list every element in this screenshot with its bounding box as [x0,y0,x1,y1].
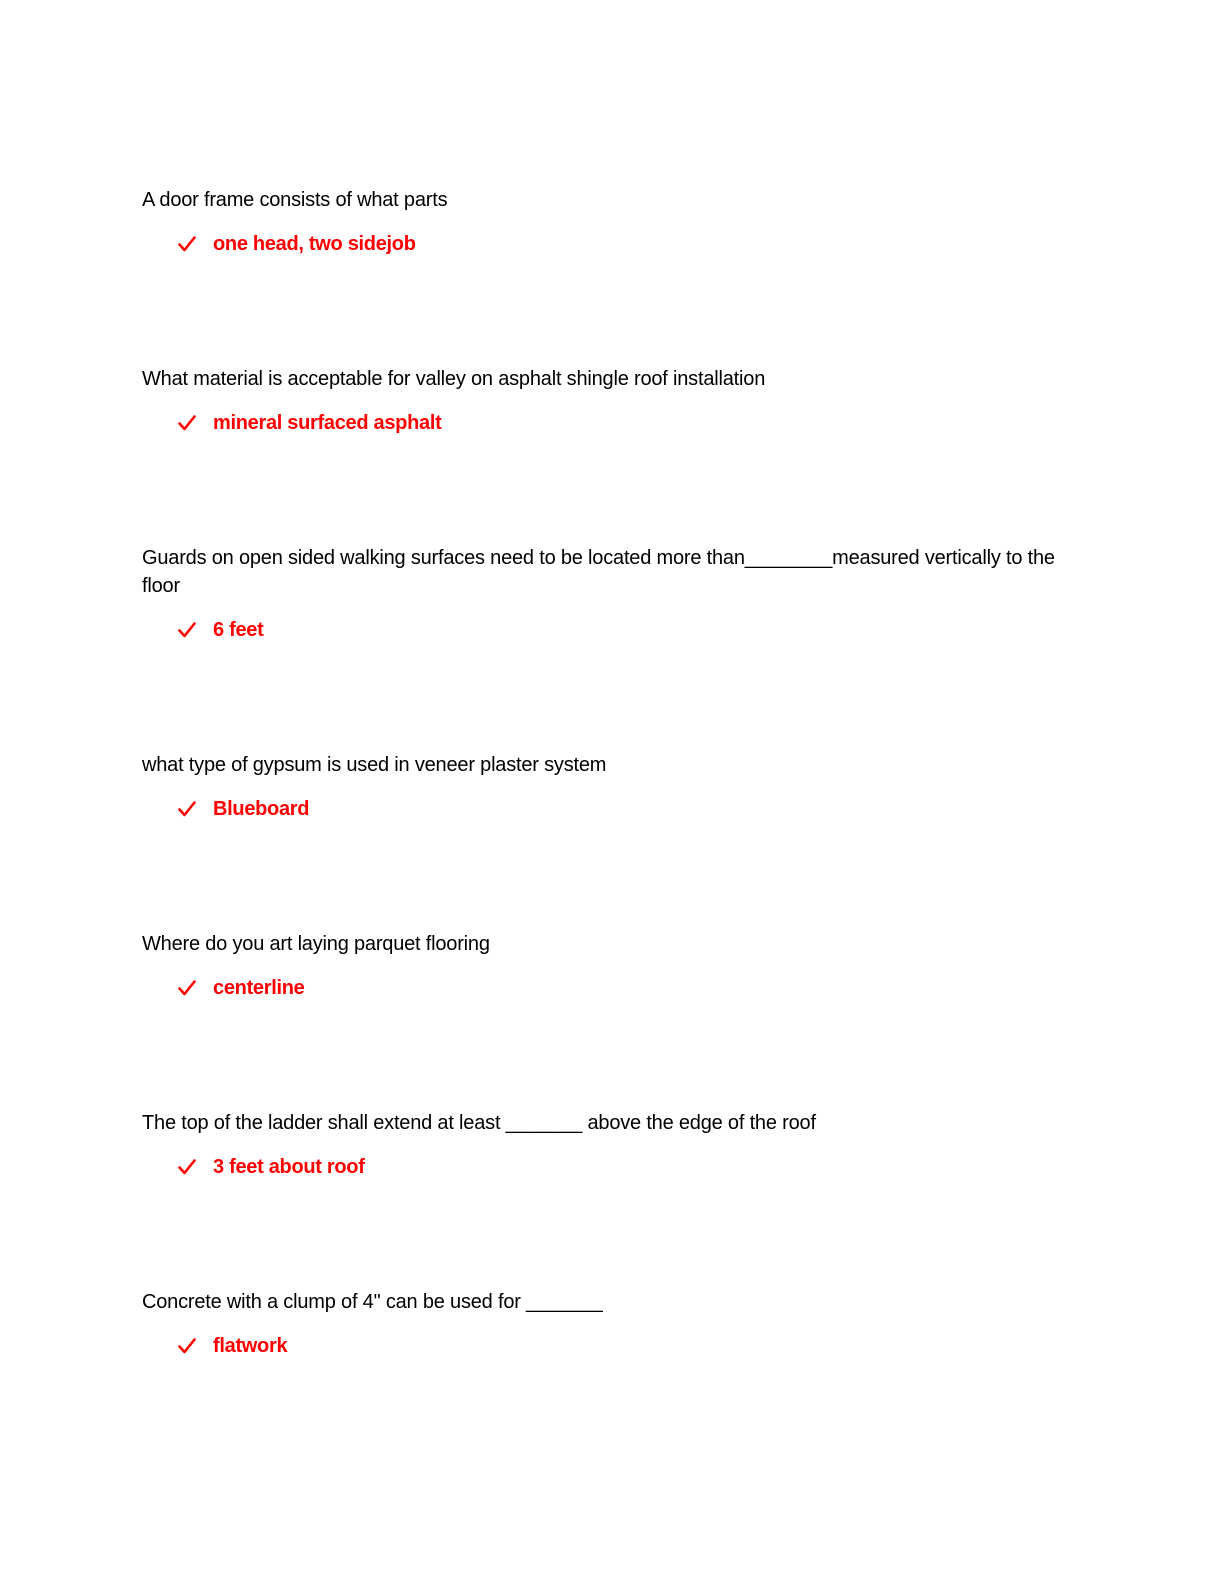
question-text: what type of gypsum is used in veneer plaster system [142,754,607,776]
answer-text: Blueboard [213,798,310,820]
qa-item [142,544,1062,644]
answer-row [178,795,1062,823]
check-icon [178,414,196,432]
check-icon [178,979,196,997]
answer-text: one head, two sidejob [213,233,416,255]
check-icon [178,1337,196,1355]
question-text: What material is acceptable for valley on asphalt shingle roof installation [142,368,766,390]
check-icon [178,235,196,253]
answer-row [178,616,1062,644]
answer-row [178,1153,1062,1181]
check-icon [178,800,196,818]
qa-item [142,186,1062,258]
question-text: The top of the ladder shall extend at least _______ above the edge of the roof [142,1112,816,1134]
answer-text: mineral surfaced asphalt [213,412,442,434]
answer-row [178,1332,1062,1360]
question-text: Where do you art laying parquet flooring [142,933,490,955]
qa-item [142,1109,1062,1181]
answer-text: flatwork [213,1335,288,1357]
question-text: Concrete with a clump of 4" can be used for _______ [142,1291,603,1313]
qa-item [142,365,1062,437]
question-text: A door frame consists of what parts [142,189,448,211]
qa-item [142,930,1062,1002]
answer-row [178,974,1062,1002]
answer-text: 6 feet [213,619,264,641]
question-text: Guards on open sided walking surfaces need to be located more than________measured vertically to the floor [142,547,1055,597]
qa-item [142,751,1062,823]
check-icon [178,1158,196,1176]
answer-row [178,409,1062,437]
answer-text: centerline [213,977,305,999]
answer-text: 3 feet about roof [213,1156,365,1178]
answer-row [178,230,1062,258]
check-icon [178,621,196,639]
qa-item [142,1288,1062,1360]
